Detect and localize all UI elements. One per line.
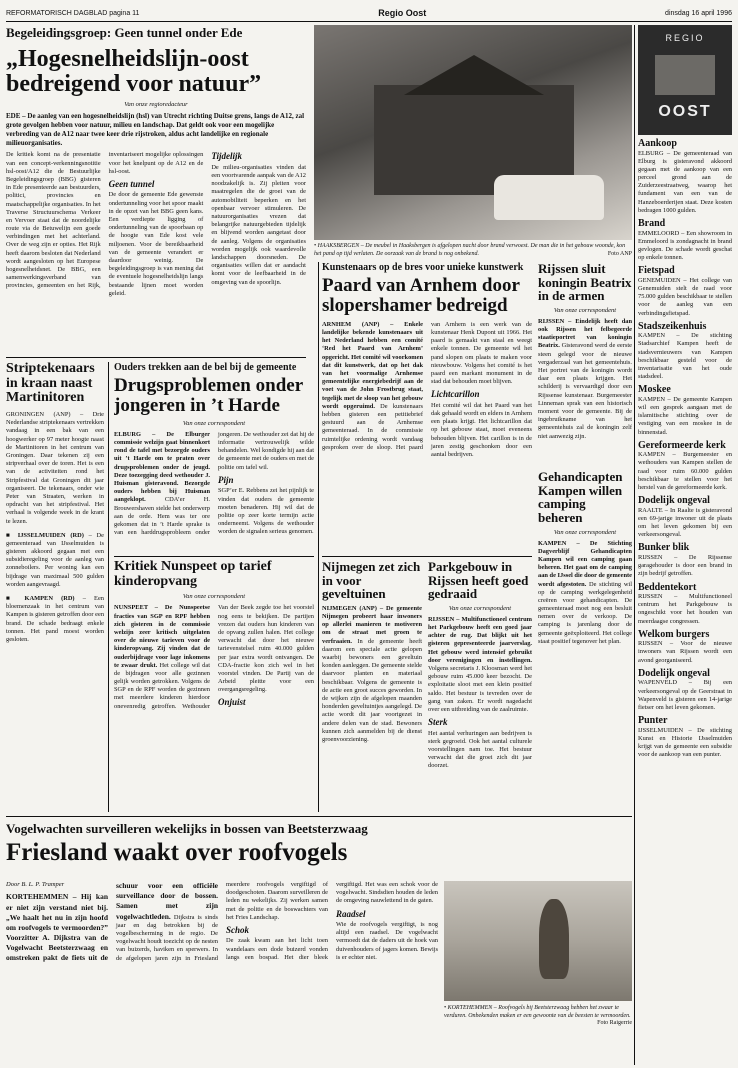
sidebar-brief-title: Bunker blik: [638, 542, 690, 554]
sidebar-brief: [638, 716, 732, 759]
parkgebouw-sub: Sterk: [428, 717, 448, 728]
sidebar-brief-body: KAMPEN – Burgemeester en wethouders van Kampen stellen de raad voor ruim 60.000 gulden beschikbaar te stellen voor het herstel van de gereformeerde kerk.: [638, 451, 732, 491]
nunspeet-headline: Kritiek Nunspeet op tarief kinderopvang: [114, 560, 272, 589]
sidebar-brief-body: RIJSSEN – De Rijssense garagehouder is door een brand in zijn bedrijf getroffen.: [638, 553, 732, 578]
top-story: [6, 25, 306, 355]
drugs-sub: Pijn: [218, 474, 234, 485]
brief-1-body: – De gemeenteraad van IJsselmuiden is gisteren akkoord gegaan met een subsidieregeling voor de aanleg van zonneboilers. Per woning kan een bijdrage van maximaal 500 gulden worden aangevraagd.: [6, 531, 104, 588]
top-story-sub1: Geen tunnel: [108, 178, 155, 189]
sidebar-brief-body: KAMPEN – De stichting Stadsarchief Kampen heeft de stadsvernieuwers van Kampen beschikbaar gesteld voor de inventarisatie van het oude stadsdeel.: [638, 332, 732, 381]
sidebar-brief-body: IJSSELMUIDEN – De stichting Kunst en Historie IJsselmuiden krijgt van de gemeente een subsidie voor de aankoop van een punter.: [638, 726, 732, 759]
camping-byline: Van onze correspondent: [553, 528, 617, 536]
sidebar-brief: [638, 496, 732, 539]
sidebar-brief-title: Dodelijk ongeval: [638, 495, 710, 507]
brief-2: [6, 595, 104, 644]
beatrix-lead: RIJSSEN – Eindelijk heeft dan ook Rijssen het felbegeerde staatieportret van koningin Beatrix.: [538, 317, 632, 350]
issue-date: dinsdag 16 april 1996: [665, 9, 732, 17]
sidebar-brief-title: Stadszeikenhuis: [638, 320, 707, 332]
falcon-sub2: Raadsel: [336, 908, 366, 919]
beatrix-headline: Rijssen sluit koningin Beatrix in de armen: [538, 262, 632, 304]
parkgebouw-body-text-2: Het aantal verhuringen aan bedrijven is sterk gegroeid. Ook het aantal culturele voorstellingen nam toe. Het bestuur verwacht dat die groei zich dit jaar doorzet.: [428, 729, 532, 770]
falcon-body: [6, 881, 438, 1065]
bottom-story-rule: [6, 816, 632, 817]
falcon-caption: [444, 1005, 632, 1028]
sidebar-brief-title: Brand: [638, 218, 666, 229]
falcon-photo: [444, 881, 632, 1001]
top-story-kicker: Begeleidingsgroep: Geen tunnel onder Ede: [6, 25, 243, 40]
header-rule: [6, 21, 732, 22]
sidebar-brief-title: Beddentekort: [638, 581, 697, 593]
sidebar-brief-body: WAPENVELD – Bij een verkeersongeval op de Geerstraat in Wapenveld is gisteren een 14-jarige fietser om het leven gekomen.: [638, 679, 732, 711]
sidebar-brief: [638, 385, 732, 436]
sidebar-items: [638, 139, 732, 759]
nijmegen-headline: Nijmegen zet zich in voor geveltuinen: [322, 560, 421, 602]
top-story-rule: [6, 357, 306, 358]
nunspeet-story: [114, 560, 314, 812]
sidebar-brief: [638, 139, 732, 215]
sidebar-brief-body: RAALTE – In Raalte is gisteravond een 69-jarige inwoner uit de plaats om het leven gekomen bij een verkeersongeval.: [638, 506, 732, 539]
parkgebouw-byline: Van onze correspondent: [448, 604, 512, 612]
camping-body: [538, 540, 632, 646]
sidebar-column: [638, 25, 732, 1065]
parkgebouw-body: [428, 616, 532, 771]
drugs-byline: Van onze correspondent: [182, 419, 246, 427]
falcon-photo-credit: Foto Raigerrie: [597, 1020, 632, 1026]
regio-oost-logo: [638, 25, 732, 135]
nunspeet-body: [114, 604, 314, 710]
sidebar-brief: [638, 322, 732, 382]
paard-headline: Paard van Arnhem door slopershamer bedreigd: [322, 275, 520, 316]
sidebar-brief-title: Fietspad: [638, 265, 675, 277]
sidebar-brief-body: RIJSSEN – Voor de nieuwe inwoners van Rijssen wordt een avond georganiseerd.: [638, 640, 732, 664]
sidebar-brief: [638, 219, 732, 262]
fire-photo-credit: Foto ANP: [607, 250, 632, 257]
fire-photo-caption: [314, 243, 632, 258]
nunspeet-byline: Van onze correspondent: [182, 593, 246, 601]
drugs-headline: Drugsproblemen onder jongeren in ’t Harde: [114, 375, 303, 416]
logo-bottom-text: OOST: [658, 103, 712, 120]
sidebar-brief-body: RIJSSEN – Multifunctioneel centrum het Parkgebouw is ongeschikt voor het houden van meerdaagse congressen.: [638, 593, 732, 625]
sidebar-brief: [638, 266, 732, 317]
paard-body-text: De kunstenaars hebben gisteren een petitiebrief gestuurd aan de Arnhemse gemeenteraad. In de commissie ruimtelijke ordening wordt vandaag gesproken over de sloop. Het paard van Arnhem is een werk van de kunstenaar Henk Dupont uit 1966. Het paard is gemaakt van staal en weegt enkele tonnen. De gemeente wil het pand slopen om plaats te maken voor nieuwbouw. Volgens het comité is het paard een markant monument in de stad dat behouden moet blijven.: [322, 320, 532, 451]
fire-photo-caption-text: • HAAKSBERGEN – De meubel in Haaksbergen is afgelopen nacht door brand verwoest. De man die in het gebouw woonde, kon het pand op tijd verlaten. De oorzaak van de brand is nog onbekend.: [314, 243, 626, 257]
sidebar-brief-body: ELBURG – De gemeenteraad van Elburg is gisteravond akkoord gegaan met de aankoop van een perceel grond aan de Zuiderzeestraatweg, waarop het fundament van een van de Hanzeboerderijen staat. Deze kosten bedragen 1000 gulden.: [638, 149, 732, 214]
brief-2-lead: ■ KAMPEN (RD): [6, 595, 75, 602]
masthead-left: REFORMATORISCH DAGBLAD pagina 11: [6, 9, 140, 17]
drugs-lead: ELBURG – De Elburger commissie welzijn gaat binnenkort rond de tafel met bezorgde ouders uit ’t Harde om te praten over drugsproblemen onder de jeugd. Deze toezegging deed wethouder J. Huisman gisteravond. Bezorgde ouders hebben bij Huisman aangeklopt.: [114, 430, 210, 504]
top-story-sub2: Tijdelijk: [211, 151, 242, 162]
section-title: Regio Oost: [378, 8, 427, 18]
nunspeet-lead: NUNSPEET – De Nunspeetse fracties van SGP en RPF hebben zich gisteren in de commissie welzijn zeer kritisch uitgelaten over de nieuwe tarieven voor de kinderopvang. Zij vinden dat de ouderbijdrage voor lage inkomens te zwaar drukt.: [114, 604, 210, 669]
sidebar-brief: [638, 583, 732, 626]
logo-map-icon: [655, 55, 715, 95]
sidebar-brief-title: Dodelijk ongeval: [638, 667, 710, 679]
falcon-lead: KORTEHEMMEN – Hij kan er niet zijn verstand niet bij. „We haalt het nu in zijn hoofd om roofvogels te vermoorden?” Voorzitter A. Dijkstra van de Vogelwacht Beetsterzwaag en omstreken pakt de fiets uit de schuur voor een officiële surveillance door de bossen. Samen met zijn vogelwachtleden.: [6, 881, 218, 963]
bird-figure: [539, 899, 569, 979]
strip-body: GRONINGEN (ANP) – Drie Nederlandse striptekenaars vertrekken vandaag in een bak van een hoogwerker op 97 meter hoogte naast de Martinitoren in het centrum van Groningen. Daar tekenen zij een stripverhaal over de toren. Het is een van de activiteiten rond het Stripfestival dat Groningen dit jaar organiseert. De tekenaars, onder wie Peter van Straaten, werken in opdracht van het stripfestival. Het verhaal is volgende week in de krant te lezen.: [6, 411, 104, 525]
strip-headline: Striptekenaars in kraan naast Martinitoren: [6, 362, 95, 406]
brief-1: [6, 532, 104, 589]
sidebar-brief-title: Welkom burgers: [638, 628, 710, 640]
sidebar-brief: [638, 630, 732, 665]
strip-story: [6, 362, 104, 812]
column-divider: [318, 262, 319, 812]
nijmegen-lead: NIJMEGEN (ANP) – De gemeente Nijmegen probeert haar inwoners op allerlei manieren te motiveren om de straat met groen te verfraaien.: [322, 604, 422, 645]
camping-body-text: De stichting wil op de camping werkgelegenheid creëren voor gehandicapten. De gemeenteraad moet nog een besluit nemen over de verkoop. De camping is jarenlang door de gemeente geëxploiteerd. Het college staat positief tegenover het plan.: [538, 580, 632, 645]
sidebar-brief: [638, 441, 732, 492]
paard-sub: Lichtcarillon: [431, 389, 480, 400]
falcon-kicker: Vogelwachten surveilleren wekelijks in bossen van Beetsterzwaag: [6, 821, 368, 836]
top-story-lead: EDE – De aanleg van een hogesnelheidslijn (hsl) van Utrecht richting Duitse grens, langs de A12, zal grote gevolgen hebben voor natuur, milieu en landschap. Dat geldt ook voor een mogelijke verbreding van de A12 naar twee keer drie rijstroken, aldus acht landelijke en regionale milieuorganisaties.: [6, 112, 305, 147]
brief-2-body: – Een bloemenzaak in het centrum van Kampen is gisteren getroffen door een brand. De schade bedraagt enkele tonnen. Het pand moest worden gesloten.: [6, 595, 104, 643]
fire-photo: [314, 25, 632, 240]
falcon-byline: Door B. L. P. Tramper: [6, 881, 65, 888]
parkgebouw-body-text: Volgens secretaris J. Kloosman werd het gebouw ruim 45.000 keer bezocht. De exploitatie sloot met een klein positief saldo. Het bestuur is tevreden over de gang van zaken. Er wordt nagedacht over een uitbreiding van de zaalruimte.: [428, 665, 532, 713]
sidebar-brief: [638, 543, 732, 578]
beatrix-body: [538, 318, 632, 441]
parkgebouw-headline: Parkgebouw in Rijssen heeft goed gedraaid: [428, 560, 529, 602]
falcon-story: [6, 821, 632, 1065]
parkgebouw-story: [428, 560, 532, 812]
nijmegen-body: [322, 605, 422, 744]
brief-1-lead: ■ IJSSELMUIDEN (RD): [6, 531, 84, 539]
camping-headline: Gehandicapten Kampen willen camping beheren: [538, 470, 623, 525]
logo-top-text: REGIO: [665, 33, 705, 43]
sidebar-brief-title: Gereformeerde kerk: [638, 439, 726, 451]
paard-body: [322, 321, 532, 459]
paard-body-text-2: Het comité wil dat het Paard van het dak gehaald wordt en elders in Arnhem een plaats krijgt. Het lichtcarillon dat op het gebouw staat, moet eveneens behouden blijven. Het carillon is in de jaren zestig geschonken door een aantal bedrijven.: [431, 401, 532, 459]
sidebar-divider: [634, 25, 635, 1065]
nunspeet-rule: [114, 556, 314, 557]
sidebar-brief-body: EMMELOORD – Een showroom in Emmeloord is zondagnacht in brand gevlogen. De schade wordt geschat op enkele tonnen.: [638, 229, 732, 262]
column-divider: [108, 362, 109, 812]
drugs-body: [114, 431, 314, 537]
sidebar-brief-title: Punter: [638, 715, 668, 727]
sidebar-brief-body: GENEMUIDEN – Het college van Genemuiden stelt de raad voor 75.000 gulden beschikbaar te stellen voor de aanleg van een verbindingsfietspad.: [638, 276, 732, 317]
paard-story: [322, 262, 532, 552]
sidebar-brief-title: Moskee: [638, 384, 671, 396]
page-header: [6, 6, 732, 20]
beatrix-body-text: Gisteravond werd de eerste steen gelegd voor de nieuwe vergaderzaal van het gemeentehuis. Het portret van de koningin wordt daar een plaats krijgen. Het schilderij is vervaardigd door een Rijssense kunstenaar. Burgemeester Linneman sprak van een historisch moment voor de gemeente. Bij de ingebruikname van het gemeentehuis zal de koningin zelf niet aanwezig zijn.: [538, 342, 632, 440]
falcon-body-text-3: Wie de roofvogels vergiftigt, is nog altijd een raadsel. De vogelwacht vermoedt dat de daders uit de hoek van duivenhouders of jagers komen. Bewijs is er echter niet.: [336, 921, 438, 961]
drugs-body-text: CDA’er H. Brouwershaven stelde het onderwerp aan de orde. Hem was ter ore gekomen dat in ’t Harde sprake is van een harddrugsprobleem onder jongeren. De wethouder zei dat hij de informatie vertrouwelijk wilde behandelen. Wel kondigde hij aan dat de gemeente met de ouders en met de politie om tafel wil.: [114, 430, 314, 537]
nijmegen-story: [322, 560, 422, 812]
top-story-byline: Van onze regioredacteur: [124, 101, 188, 109]
drugs-story: [114, 362, 314, 552]
paard-lead: ARNHEM (ANP) – Enkele landelijke bekende kunstenaars uit het Nederland hebben een comité ‘Red het Paard van Arnhem’ opgericht. Het comité wil voorkomen dat dit kunstwerk, dat op het dak van het voormalige Arnhemse gemeentelijke energiebedrijf aan de voet van de John Frostbrug staat, tegelijk met de sloop van het gebouw wordt opgeruimd.: [322, 320, 423, 410]
falcon-body-text: Dijkstra is sinds jaar en dag betrokken bij de vogelbescherming in de regio. De vogelwacht houdt toezicht op de nesten van buizerds, haviken en sperwers. In de afgelopen jaren zijn in Friesland meerdere roofvogels vergiftigd of doodgeschoten. Daarom surveilleren de leden nu wekelijks. Zij werken samen met de politie en de boswachters van het Fries Landschap.: [116, 881, 328, 962]
top-story-body-text: De kritiek komt na de presentatie van een concept-verkenningsnotitie hsl-oost/A12 die de Bestuurlijke Begeleidingsgroep (BBG) gisteren in Ede presenteerde aan bestuurders, politici, provincies en maatschappelijke organisaties. In het Traverse Structuurschema Verkeer en Vervoer staat dat de noordelijke route via de Betuwelijn een goede verbindingen met het achterland. Over de weg zijn er opties. Het Rijk heeft daarom besloten dat Nederland wordt aangesloten op het Europese hogesnelheidsnet. De BBG, een samenwerkingsverband van provincies, gemeenten en het Rijk, inventariseert mogelijke oplossingen voor het knelpunt op de A12 en de hsl-oost.: [6, 151, 204, 290]
falcon-body-text-2: De zaak kwam aan het licht toen wandelaars een dode buizerd vonden langs een bospad. Het dier bleek vergiftigd. Het was een schok voor de vogelwacht. Sindsdien houden de leden de omgeving nauwlettend in de gaten.: [226, 881, 438, 961]
drugs-body-text-2: SGP’er E. Rebbens zei het pijnlijk te vinden dat ouders de gemeente moeten benaderen. Hij wil dat de politie op zeer korte termijn actie onderneemt. Volgens de wethouder worden de signalen serieus genomen.: [218, 487, 314, 536]
nunspeet-body-text: Het college wil dat de bijdragen voor alle gezinnen gelijk worden getrokken. Volgens de SGP en de RPF worden de gezinnen met meerdere kinderen hierdoor onevenredig getroffen. Wethouder Van der Beek zegde toe het voorstel nog eens te bekijken. De partijen vrezen dat ouders hun kinderen van de opvang zullen halen. Het college verwacht dat door het nieuwe tarievenstelsel ruim 40.000 gulden per jaar extra wordt ontvangen. De CDA-fractie kon zich wel in het voorstel vinden. De Partij van de Arbeid pleitte voor een overgangsregeling.: [114, 604, 314, 710]
sidebar-brief-body: KAMPEN – De gemeente Kampen wil een gesprek aangaan met de islamitische stichting over de vestiging van een moskee in de binnenstad.: [638, 395, 732, 436]
nijmegen-body-text: In de gemeente heeft daarom een speciale actie gelopen waarbij bewoners een geveltuin konden aanleggen. De gemeente stelde daarvoor planten en materiaal beschikbaar. Volgens de gemeente is de actie een groot succes geworden. In de wijken zijn de afgelopen maanden honderden geveltuintjes aangelegd. De actie wordt dit jaar voortgezet in andere delen van de stad. Bewoners kunnen zich aanmelden bij de dienst groenvoorziening.: [322, 637, 422, 743]
falcon-sub1: Schok: [226, 924, 250, 935]
top-story-body: [6, 151, 306, 298]
sidebar-brief: [638, 669, 732, 712]
sidebar-brief-title: Aankoop: [638, 138, 677, 149]
falcon-headline: Friesland waakt over roofvogels: [6, 839, 348, 866]
nunspeet-sub: Onjuist: [218, 697, 246, 708]
drugs-kicker: Ouders trekken aan de bel bij de gemeente: [114, 362, 297, 373]
nijmegen-rule: [322, 556, 532, 557]
parkgebouw-lead: RIJSSEN – Multifunctioneel centrum het Parkgebouw heeft een goed jaar achter de rug. Dat blijkt uit het gisteren gepresenteerde jaarverslag. Het gebouw werd intensief gebruikt door verenigingen en instellingen.: [428, 615, 532, 664]
falcon-caption-text: • KORTEHEMMEN – Roofvogels bij Beetsterzwaag hebben het zwaar te verduren. Onbekenden maken er een gewoonte van de beesten te vermoorden.: [444, 1005, 631, 1019]
beatrix-byline: Van onze correspondent: [553, 306, 617, 314]
top-story-headline: „Hogesnelheidslijn-oost bedreigend voor natuur”: [6, 46, 262, 98]
top-story-body-text-2: De door de gemeente Ede gewenste ondertunneling voor het spoor maakt in de opzet van het BBG geen kans. Een verdiepte ligging of ondertunneling van de spoorbaan op de hoogte van Ede kost vele miljoenen. Voor de bereikbaarheid van de gemeente verandert er daardoor weinig. De begeleidingsgroep is van mening dat de eventuele hogesnelheidslijn langs bestaande lijnen moet worden geleid.: [108, 191, 204, 297]
beatrix-story: [538, 262, 632, 462]
paard-kicker: Kunstenaars op de bres voor unieke kunstwerk: [322, 262, 524, 273]
camping-story: [538, 470, 632, 810]
top-story-body-text-3: De milieu-organisaties vinden dat een voortvarende aanpak van de A12 noodzakelijk is. Zij pleiten voor maatregelen die de groei van de automobiliteit beperken en het openbaar vervoer stimuleren. De natuurorganisaties vrezen dat belangrijke natuurgebieden tijdelijk en blijvend worden aangetast door de aanleg. Volgens de organisaties worden mogelijk ook waardevolle landschappen doorsneden. De organisaties willen dat er aandacht komt voor de leefbaarheid in de omgeving van de spoorlijn.: [211, 163, 306, 286]
camping-lead: KAMPEN – De Stichting Dagverblijf Gehandicapten Kampen wil een camping gaan beheren. Het gaat om de camping aan de IJssel die door de gemeente wordt afgestoten.: [538, 539, 632, 588]
